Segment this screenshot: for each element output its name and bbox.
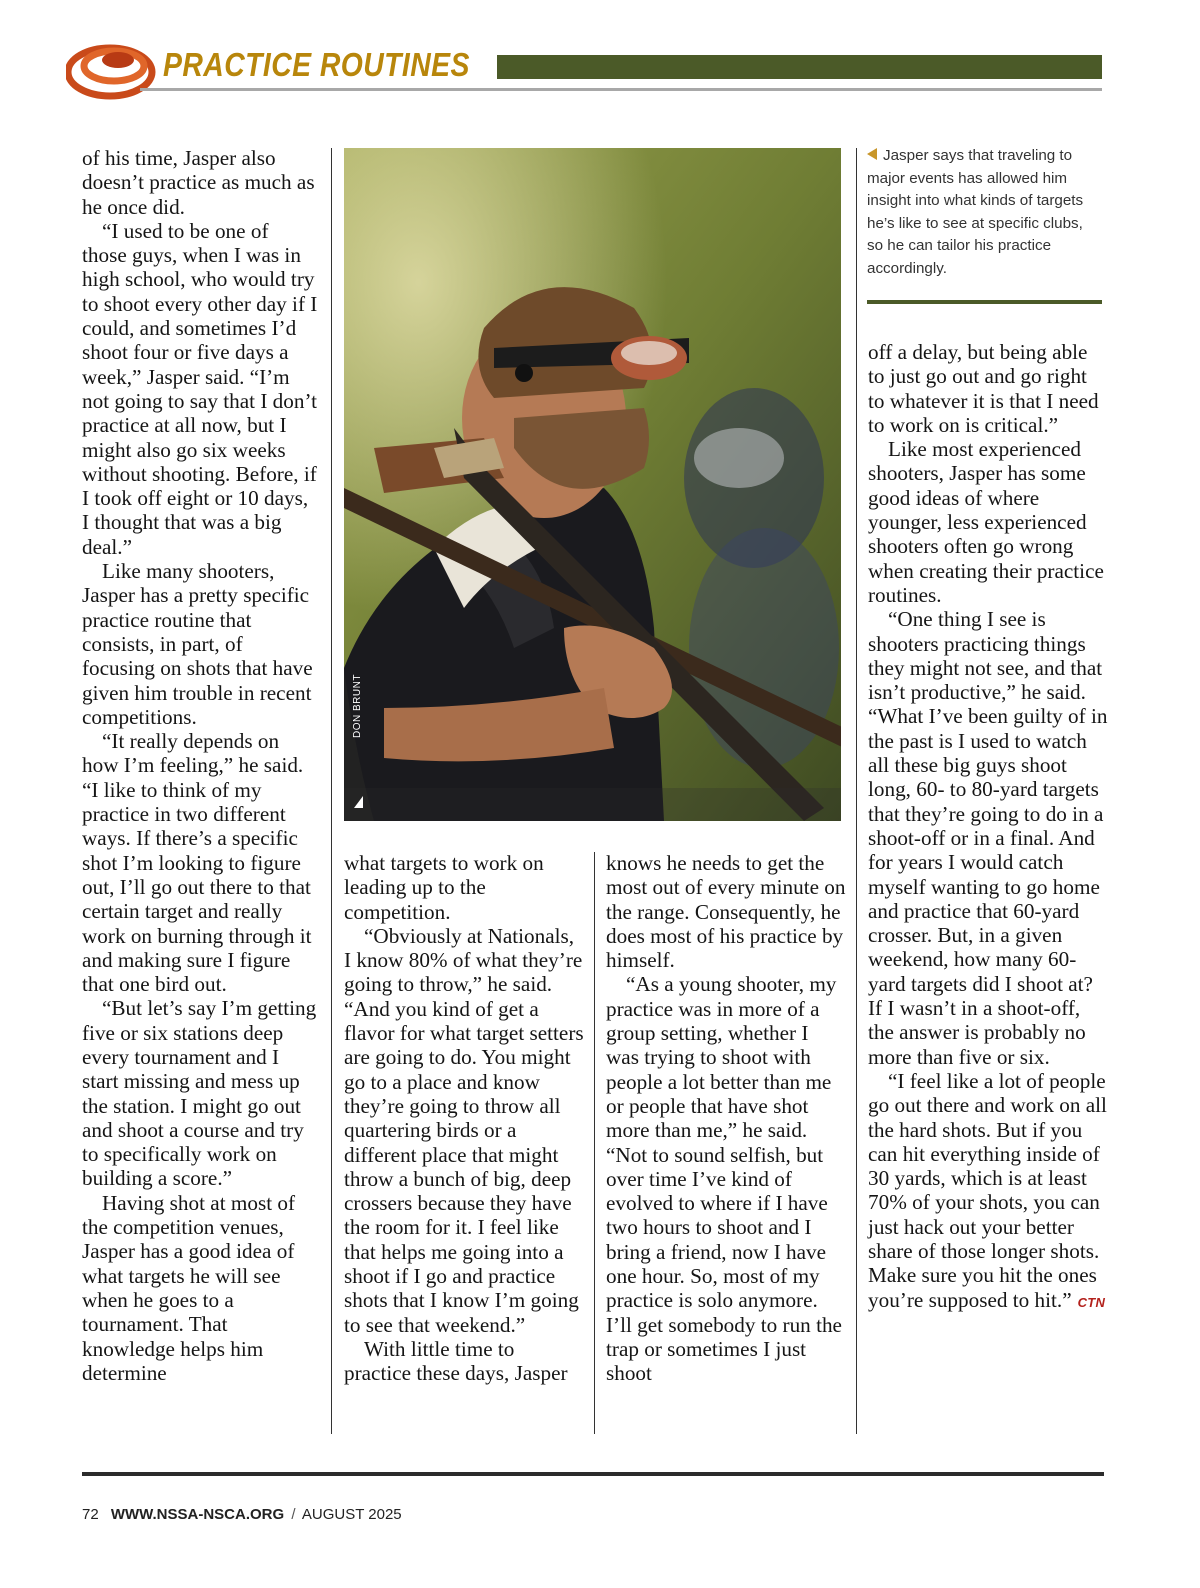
paragraph: With little time to practice these days, Jasper [344, 1336, 568, 1386]
paragraph: Having shot at most of the competition venues, Jasper has a good idea of what targets he will see when he goes to a tournament. That knowledge helps him determine [82, 1190, 296, 1385]
paragraph-text: “I feel like a lot of people go out there and work on all the hard shots. But if you can hit everything inside of 30 yards, which is at least 70% of your shots, you can just hack out your better share of those longer shots. Make sure you hit the ones you’re supposed to hit.” [868, 1068, 1107, 1312]
paragraph: what targets to work on leading up to the competition. [344, 851, 544, 924]
paragraph: “As a young shooter, my practice was in more of a group setting, whether I was trying to shoot with people a lot better than me or people that have shot more than me,” he said. “Not to sound selfish, but over time I’ve kind of evolved to where if I have two hours to shoot and I bring a friend, now I have one hour. So, most of my practice is solo anymore. I’ll get somebody to run the trap or sometimes I just shoot [606, 972, 842, 1386]
column-divider [331, 148, 332, 1434]
article-column-4 [868, 340, 1108, 1315]
page-number: 72 [82, 1506, 99, 1523]
article-column-1 [82, 146, 318, 1385]
end-mark: CTN [1077, 1294, 1106, 1310]
footer-issue: AUGUST 2025 [301, 1506, 402, 1523]
column-divider [594, 852, 595, 1434]
paragraph: “But let’s say I’m getting five or six stations deep every tournament and I start missing and mess up the station. I might go out and shoot a course and try to specifically work on building a score.” [82, 996, 317, 1191]
paragraph: “One thing I see is shooters practicing things they might not see, and that isn’t productive,” he said. “What I’ve been guilty of in the past is I used to watch all these big guys shoot long, 60- to 80-yard targets that they’re going to do in a shoot-off or in a final. And for years I would catch myself wanting to go home and practice that 60-yard crosser. But, in a given weekend, how many 60-yard targets did I shoot at? If I wasn’t in a shoot-off, the answer is probably no more than five or six. [868, 607, 1108, 1069]
header-bar [497, 55, 1102, 79]
caption-text: Jasper says that traveling to major events has allowed him insight into what kinds of targets he’s like to see at specific clubs, so he can tailor his practice accordingly. [867, 147, 1084, 277]
page-footer [82, 1506, 402, 1523]
article-photo [344, 148, 841, 821]
paragraph: of his time, Jasper also doesn’t practice as much as he once did. [82, 146, 315, 219]
column-divider [856, 148, 857, 1434]
header-rule [140, 88, 1102, 91]
page-header [0, 0, 1200, 110]
article-column-2 [344, 851, 584, 1386]
paragraph: knows he needs to get the most out of every minute on the range. Consequently, he does most of his practice by himself. [606, 851, 846, 973]
paragraph [868, 1069, 1108, 1315]
paragraph: off a delay, but being able to just go out and go right to whatever it is that I need to work on is critical.” [868, 340, 1099, 437]
article-column-3 [606, 851, 846, 1386]
paragraph: “I used to be one of those guys, when I was in high school, who would try to shoot every other day if I could, and sometimes I’d shoot four or five days a week,” Jasper said. “I’m not going to say that I don’t practice at all now, but I might also go six weeks without shooting. Before, if I took off eight or 10 days, I thought that was a big deal.” [82, 218, 318, 559]
paragraph: Like many shooters, Jasper has a pretty specific practice routine that consists, in part, of focusing on shots that have given him trouble in recent competitions. [82, 559, 313, 729]
footer-rule [82, 1472, 1104, 1476]
credit-mark-icon [354, 796, 363, 808]
section-title: PRACTICE ROUTINES [163, 46, 470, 83]
paragraph: “Obviously at Nationals, I know 80% of what they’re going to throw,” he said. “And you kind of get a flavor for what target setters are going to do. You might go to a place and know they’re going to throw all quartering birds or a different place that might throw a bunch of big, deep crossers because they have the room for it. I feel like that helps me going into a shoot if I go and practice shots that I know I’m going to see that weekend.” [344, 923, 584, 1337]
footer-url[interactable]: WWW.NSSA-NSCA.ORG [110, 1506, 285, 1523]
paragraph: Like most experienced shooters, Jasper has some good ideas of where younger, less experienced shooters often go wrong when creating their practice routines. [868, 437, 1104, 607]
footer-separator: / [291, 1506, 296, 1523]
caption-arrow-icon [867, 148, 877, 160]
paragraph: “It really depends on how I’m feeling,” he said. “I like to think of my practice in two different ways. If there’s a specific shot I’m looking to figure out, I’ll go out there to that certain target and really work on burning through it and making sure I figure that one bird out. [82, 729, 312, 997]
caption-rule [867, 300, 1102, 304]
photo-caption [867, 145, 1103, 281]
photo-credit: DON BRUNT [352, 674, 363, 738]
